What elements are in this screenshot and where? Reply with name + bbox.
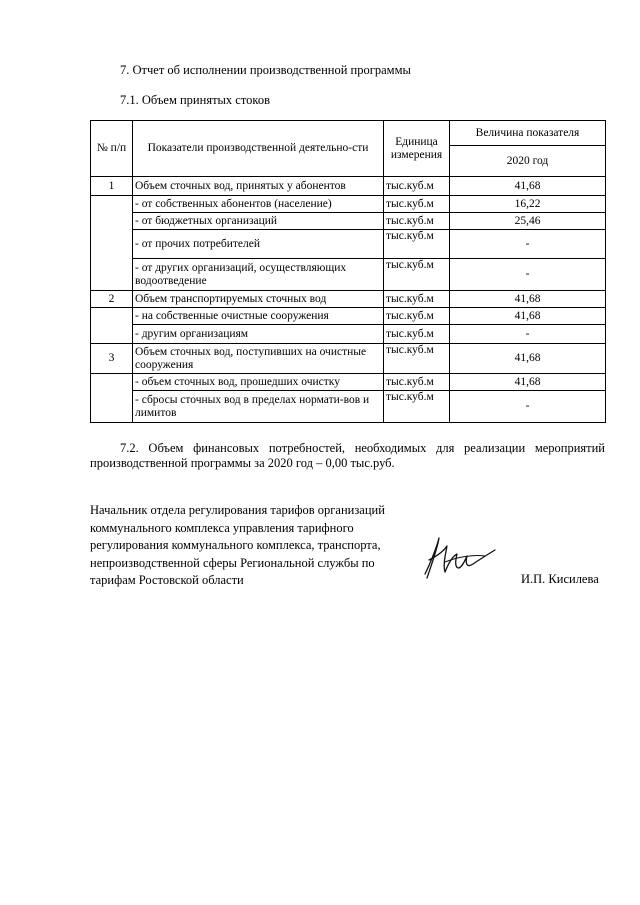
header-value: Величина показателя [450, 121, 606, 146]
row-value: 41,68 [450, 344, 606, 374]
header-year: 2020 год [450, 146, 606, 177]
row-indicator: - от бюджетных организаций [133, 213, 384, 230]
row-value: 25,46 [450, 213, 606, 230]
table-row [91, 325, 606, 344]
row-value: - [450, 391, 606, 423]
header-unit: Единица измерения [384, 121, 450, 177]
row-unit: тыс.куб.м [384, 308, 450, 325]
table-row [91, 177, 606, 196]
row-indicator: Объем сточных вод, принятых у абонентов [133, 177, 384, 196]
row-value: - [450, 325, 606, 344]
table-row [91, 196, 606, 213]
row-num [91, 308, 133, 344]
row-unit: тыс.куб.м [384, 259, 450, 291]
row-value: 41,68 [450, 291, 606, 308]
row-value: 41,68 [450, 308, 606, 325]
row-num: 2 [91, 291, 133, 308]
row-indicator: Объем сточных вод, поступивших на очистные сооружения [133, 344, 384, 374]
table-row [91, 230, 606, 259]
row-indicator: Объем транспортируемых сточных вод [133, 291, 384, 308]
row-unit: тыс.куб.м [384, 213, 450, 230]
row-unit: тыс.куб.м [384, 291, 450, 308]
row-value: 41,68 [450, 177, 606, 196]
row-unit: тыс.куб.м [384, 344, 450, 374]
row-unit: тыс.куб.м [384, 374, 450, 391]
row-unit: тыс.куб.м [384, 325, 450, 344]
financial-needs-paragraph: 7.2. Объем финансовых потребностей, необходимых для реализации мероприятий производственной программы за 2020 год – 0,00 тыс.руб. [90, 441, 605, 470]
subsection-title: 7.1. Объем принятых стоков [120, 93, 270, 107]
row-value: 16,22 [450, 196, 606, 213]
signatory-position: Начальник отдела регулирования тарифов организаций коммунального комплекса управления тарифного регулирования коммунального комплекса, транспорта, непроизводственной сферы Региональной службы по тарифам Ростовской области [90, 503, 385, 587]
row-unit: тыс.куб.м [384, 177, 450, 196]
row-num [91, 374, 133, 423]
row-indicator: - от собственных абонентов (население) [133, 196, 384, 213]
row-unit: тыс.куб.м [384, 391, 450, 423]
table-row [91, 344, 606, 374]
row-unit: тыс.куб.м [384, 196, 450, 213]
signatory-name: И.П. Кисилева [521, 572, 599, 586]
row-indicator: - другим организациям [133, 325, 384, 344]
row-indicator: - объем сточных вод, прошедших очистку [133, 374, 384, 391]
table-row [91, 374, 606, 391]
table-row [91, 291, 606, 308]
table-row [91, 391, 606, 423]
table-row [91, 213, 606, 230]
section-title: 7. Отчет об исполнении производственной программы [120, 63, 411, 77]
row-indicator: - сбросы сточных вод в пределах нормати-вов и лимитов [133, 391, 384, 423]
row-num: 3 [91, 344, 133, 374]
row-value: - [450, 259, 606, 291]
handwritten-signature [415, 532, 505, 582]
row-num: 1 [91, 177, 133, 196]
row-value: 41,68 [450, 374, 606, 391]
row-value: - [450, 230, 606, 259]
header-row [91, 121, 606, 146]
row-num [91, 196, 133, 291]
header-num: № п/п [91, 121, 133, 177]
wastewater-table [90, 120, 606, 423]
row-unit: тыс.куб.м [384, 230, 450, 259]
row-indicator: - на собственные очистные сооружения [133, 308, 384, 325]
header-indicator: Показатели производственной деятельно-сти [133, 121, 384, 177]
row-indicator: - от других организаций, осуществляющих водоотведение [133, 259, 384, 291]
row-indicator: - от прочих потребителей [133, 230, 384, 259]
table-row [91, 308, 606, 325]
table-row [91, 259, 606, 291]
